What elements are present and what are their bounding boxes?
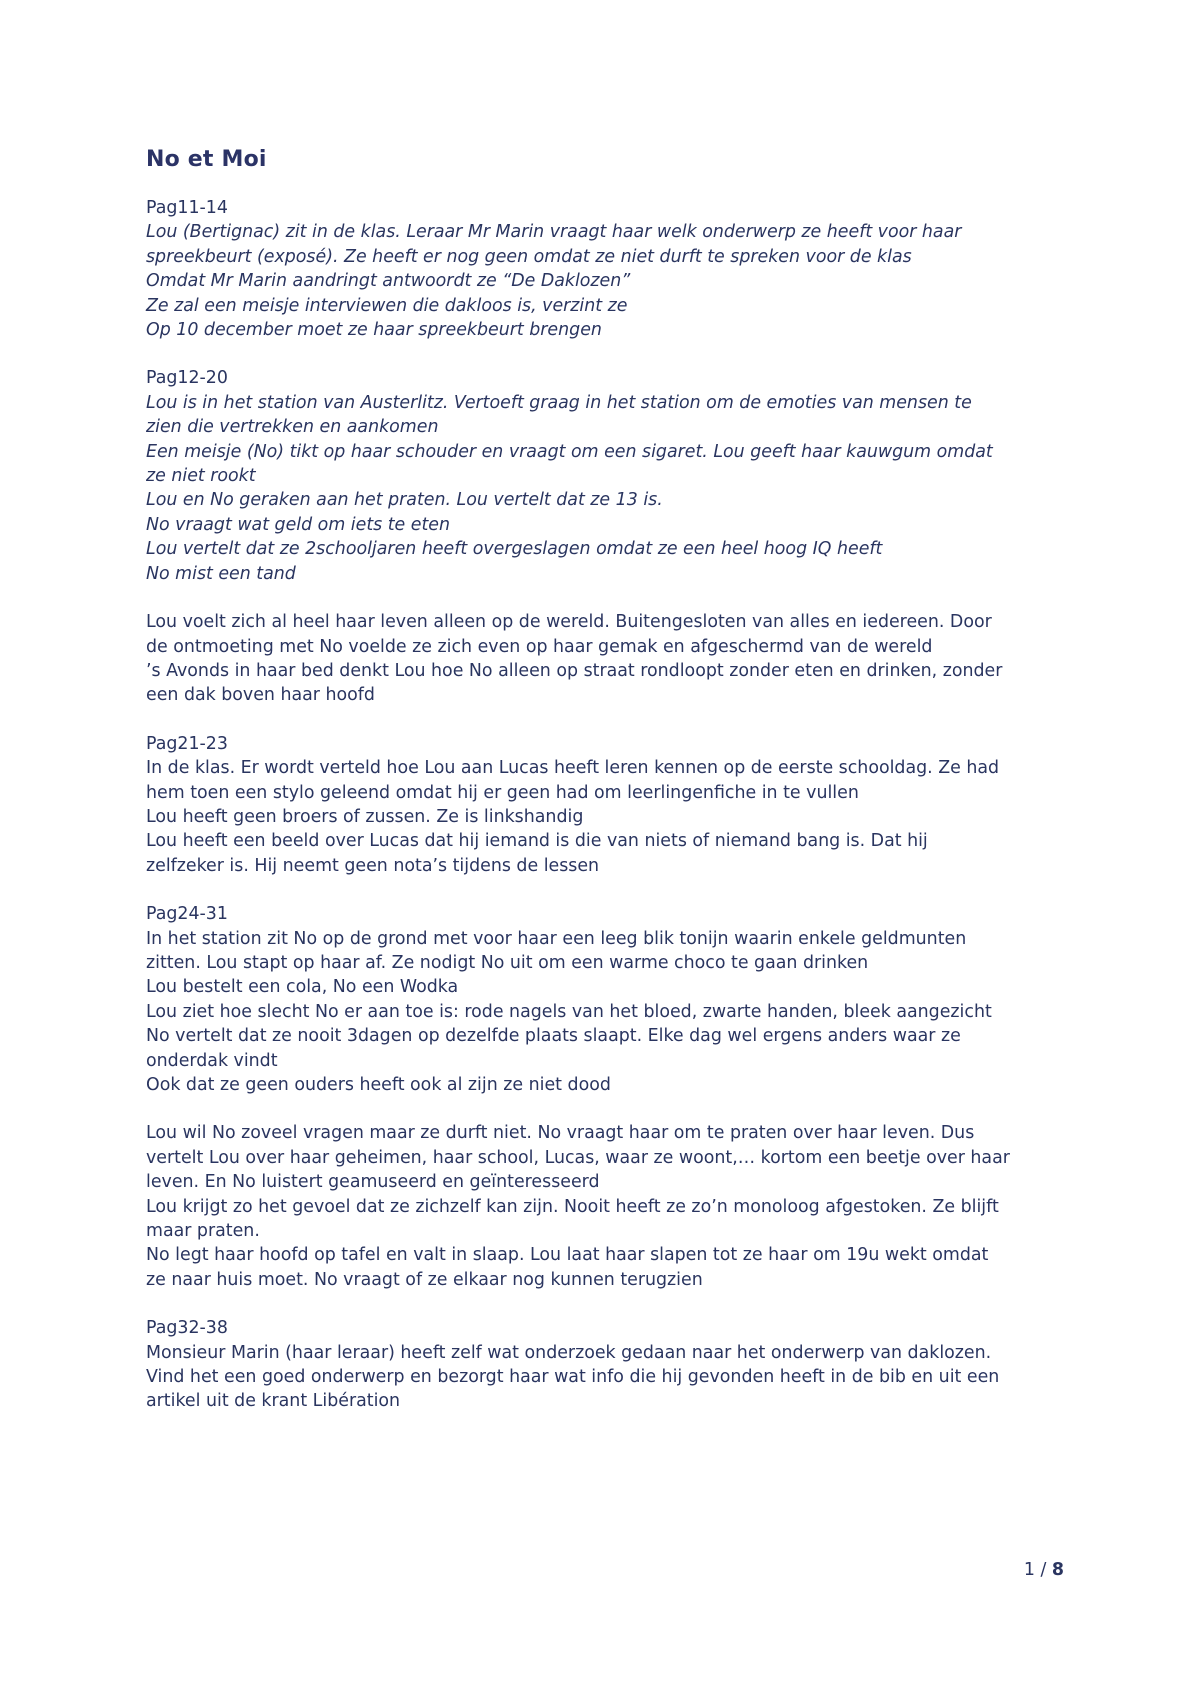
section-pag32-38 bbox=[146, 1316, 1066, 1414]
section-line: Lou voelt zich al heel haar leven alleen op de wereld. Buitengesloten van alles en iedereen. Door bbox=[146, 612, 992, 633]
section-line: zelfzeker is. Hij neemt geen nota’s tijdens de lessen bbox=[146, 855, 600, 876]
section-line: een dak boven haar hoofd bbox=[146, 685, 375, 706]
section-line: Lou bestelt een cola, No een Wodka bbox=[146, 977, 459, 998]
section-line: In het station zit No op de grond met voor haar een leeg blik tonijn waarin enkele geldmunten bbox=[146, 928, 967, 949]
section-line: vertelt Lou over haar geheimen, haar school, Lucas, waar ze woont,… kortom een beetje over haar bbox=[146, 1147, 1010, 1168]
section-paragraph-lou-alone bbox=[146, 610, 1066, 708]
section-line: Lou wil No zoveel vragen maar ze durft niet. No vraagt haar om te praten over haar leven. Dus bbox=[146, 1123, 975, 1144]
section-pag24-31 bbox=[146, 902, 1066, 1097]
section-line: Ze zal een meisje interviewen die dakloos is, verzint ze bbox=[146, 295, 628, 316]
section-pag21-23 bbox=[146, 732, 1066, 878]
section-line: Lou en No geraken aan het praten. Lou vertelt dat ze 13 is. bbox=[146, 490, 663, 511]
section-line: zien die vertrekken en aankomen bbox=[146, 417, 439, 438]
section-line: No legt haar hoofd op tafel en valt in slaap. Lou laat haar slapen tot ze haar om 19u wekt omdat bbox=[146, 1245, 989, 1266]
section-line: Omdat Mr Marin aandringt antwoordt ze “De Daklozen” bbox=[146, 271, 631, 292]
section-heading: Pag12-20 bbox=[146, 368, 228, 389]
section-paragraph-lou-talks bbox=[146, 1121, 1066, 1292]
section-line: No vertelt dat ze nooit 3dagen op dezelfde plaats slaapt. Elke dag wel ergens anders waar ze bbox=[146, 1026, 961, 1047]
section-line: ze niet rookt bbox=[146, 466, 256, 487]
section-line: spreekbeurt (exposé). Ze heeft er nog geen omdat ze niet durft te spreken voor de klas bbox=[146, 246, 912, 267]
section-line: Lou is in het station van Austerlitz. Vertoeft graag in het station om de emoties van mensen te bbox=[146, 392, 972, 413]
section-line: Een meisje (No) tikt op haar schouder en vraagt om een sigaret. Lou geeft haar kauwgum omdat bbox=[146, 441, 993, 462]
section-line: Lou (Bertignac) zit in de klas. Leraar Mr Marin vraagt haar welk onderwerp ze heeft voor haar bbox=[146, 222, 962, 243]
section-line: artikel uit de krant Libération bbox=[146, 1391, 401, 1412]
section-line: No mist een tand bbox=[146, 563, 296, 584]
section-pag11-14 bbox=[146, 196, 1066, 342]
section-line: Ook dat ze geen ouders heeft ook al zijn ze niet dood bbox=[146, 1075, 611, 1095]
section-line: No vraagt wat geld om iets te eten bbox=[146, 514, 451, 535]
section-line: Lou heeft geen broers of zussen. Ze is linkshandig bbox=[146, 806, 584, 827]
section-line: leven. En No luistert geamuseerd en geïnteresseerd bbox=[146, 1172, 600, 1193]
section-line: In de klas. Er wordt verteld hoe Lou aan Lucas heeft leren kennen op de eerste schooldag. Ze had bbox=[146, 758, 1000, 779]
section-line: Op 10 december moet ze haar spreekbeurt brengen bbox=[146, 320, 602, 341]
section-heading: Pag21-23 bbox=[146, 733, 228, 754]
page-number-separator: / bbox=[1034, 1560, 1052, 1580]
page-number bbox=[1024, 1558, 1064, 1582]
section-heading: Pag24-31 bbox=[146, 904, 228, 925]
section-line: Lou krijgt zo het gevoel dat ze zichzelf kan zijn. Nooit heeft ze zo’n monoloog afgestoken. Ze blijft bbox=[146, 1196, 999, 1217]
section-line: ’s Avonds in haar bed denkt Lou hoe No alleen op straat rondloopt zonder eten en drinken, zonder bbox=[146, 660, 1003, 681]
section-heading: Pag32-38 bbox=[146, 1318, 228, 1339]
section-line: Vind het een goed onderwerp en bezorgt haar wat info die hij gevonden heeft in de bib en uit een bbox=[146, 1367, 1000, 1388]
section-line: de ontmoeting met No voelde ze zich even op haar gemak en afgeschermd van de wereld bbox=[146, 636, 933, 657]
section-heading: Pag11-14 bbox=[146, 198, 228, 218]
document-title: No et Moi bbox=[146, 147, 267, 172]
document-body bbox=[146, 144, 1066, 1438]
section-line: onderdak vindt bbox=[146, 1050, 278, 1071]
section-pag12-20 bbox=[146, 366, 1066, 586]
section-line: maar praten. bbox=[146, 1221, 260, 1242]
page-number-current: 1 bbox=[1023, 1560, 1035, 1580]
section-line: Lou vertelt dat ze 2schooljaren heeft overgeslagen omdat ze een heel hoog IQ heeft bbox=[146, 539, 883, 560]
section-line: Lou heeft een beeld over Lucas dat hij iemand is die van niets of niemand bang is. Dat hij bbox=[146, 831, 928, 852]
page-number-total: 8 bbox=[1051, 1560, 1064, 1580]
section-line: zitten. Lou stapt op haar af. Ze nodigt No uit om een warme choco te gaan drinken bbox=[146, 952, 869, 973]
section-line: Monsieur Marin (haar leraar) heeft zelf wat onderzoek gedaan naar het onderwerp van daklozen. bbox=[146, 1342, 992, 1363]
section-line: Lou ziet hoe slecht No er aan toe is: rode nagels van het bloed, zwarte handen, bleek aangezicht bbox=[146, 1001, 992, 1022]
section-line: hem toen een stylo geleend omdat hij er geen had om leerlingenfiche in te vullen bbox=[146, 782, 859, 803]
section-line: ze naar huis moet. No vraagt of ze elkaar nog kunnen terugzien bbox=[146, 1269, 703, 1290]
